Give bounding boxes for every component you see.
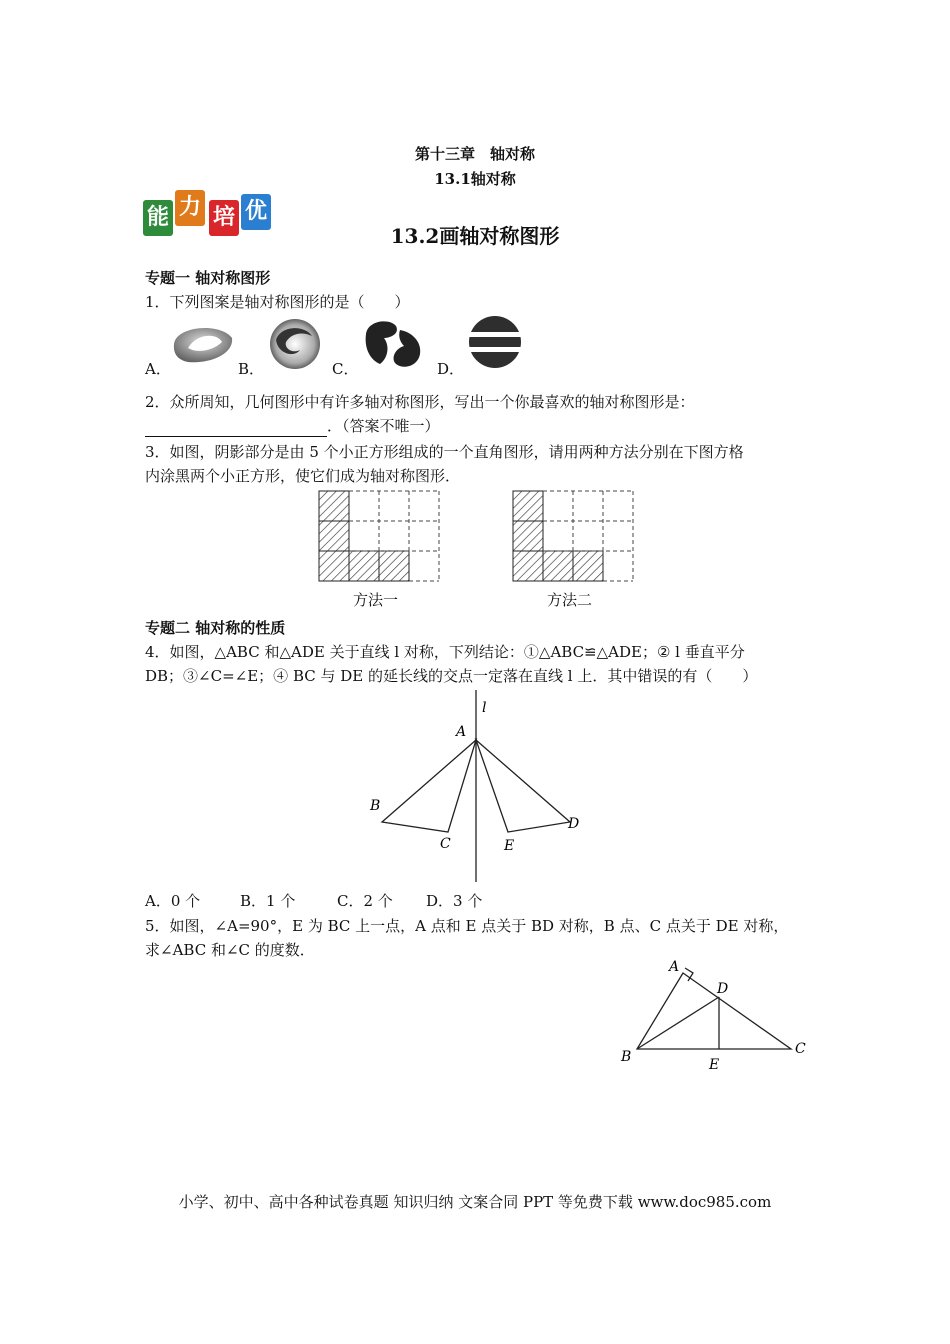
q4-option-d: D．3 个 — [426, 892, 483, 910]
label-a: A — [669, 959, 680, 975]
topic-2-title: 专题二 轴对称的性质 — [145, 619, 286, 637]
label-c: C — [795, 1041, 806, 1057]
grid-method-1 — [319, 491, 439, 581]
label-b: B — [370, 798, 381, 814]
question-3-line-2: 内涂黑两个小正方形，使它们成为轴对称图形． — [145, 467, 461, 485]
q1-option-c: C． — [332, 360, 359, 378]
q1-option-b: B． — [238, 360, 265, 378]
label-c: C — [440, 836, 451, 852]
question-4-line-1: 4．如图，△ABC 和△ADE 关于直线 l 对称，下列结论：①△ABC≌△ADE；② l 垂直平分 — [145, 643, 745, 661]
label-e: E — [504, 838, 515, 854]
label-d: D — [717, 981, 729, 997]
question-5-line-1: 5．如图，∠A=90°，E 为 BC 上一点，A 点和 E 点关于 BD 对称，B 点、C 点关于 DE 对称， — [145, 917, 789, 935]
segment-bd — [637, 997, 719, 1049]
logo-tile-4: 优 — [241, 194, 271, 230]
grid-label-1: 方法一 — [353, 591, 399, 609]
question-2-line-2 — [145, 415, 440, 437]
q1-figure-c — [360, 316, 426, 370]
grid-method-2 — [513, 491, 633, 581]
question-3-line-1: 3．如图，阴影部分是由 5 个小正方形组成的一个直角图形，请用两种方法分别在下图方格 — [145, 443, 744, 461]
q1-figure-d — [466, 316, 526, 370]
label-d: D — [568, 816, 580, 832]
label-l: l — [482, 700, 487, 716]
answer-blank[interactable] — [145, 420, 327, 437]
q1-option-d: D． — [437, 360, 465, 378]
logo-tile-3: 培 — [209, 200, 239, 236]
label-e: E — [709, 1057, 720, 1073]
q4-option-a: A．0 个 — [145, 892, 201, 910]
label-a: A — [456, 724, 467, 740]
question-5-line-2: 求∠ABC 和∠C 的度数． — [145, 941, 315, 959]
question-2-line-1: 2．众所周知，几何图形中有许多轴对称图形，写出一个你最喜欢的轴对称图形是： — [145, 393, 695, 411]
q1-figure-a — [170, 320, 236, 366]
triangle-abc — [382, 740, 476, 832]
lesson-title: 13.2画轴对称图形 — [390, 224, 560, 248]
chapter-title: 第十三章 轴对称 — [414, 145, 535, 163]
q4-option-b: B．1 个 — [240, 892, 296, 910]
label-b: B — [621, 1049, 632, 1065]
question-4-line-2: DB；③∠C=∠E；④ BC 与 DE 的延长线的交点一定落在直线 l 上．其中错误的有（ ） — [145, 667, 758, 685]
triangle-ade — [476, 740, 570, 832]
logo-tile-1: 能 — [143, 200, 173, 236]
q4-figure — [360, 690, 600, 890]
q1-figure-b — [264, 318, 326, 370]
question-2-suffix: ．（答案不唯一） — [327, 417, 440, 435]
logo-tile-2: 力 — [175, 190, 205, 226]
q1-option-a: A． — [145, 360, 171, 378]
grid-label-2: 方法二 — [547, 591, 593, 609]
question-1: 1．下列图案是轴对称图形的是（ ） — [145, 293, 410, 311]
triangle-abc — [637, 973, 791, 1049]
footer-text: 小学、初中、高中各种试卷真题 知识归纳 文案合同 PPT 等免费下载 www.doc985.com — [178, 1193, 772, 1211]
section-title: 13.1轴对称 — [434, 170, 516, 188]
topic-1-title: 专题一 轴对称图形 — [145, 269, 271, 287]
q5-figure — [615, 955, 815, 1075]
q4-option-c: C．2 个 — [337, 892, 393, 910]
